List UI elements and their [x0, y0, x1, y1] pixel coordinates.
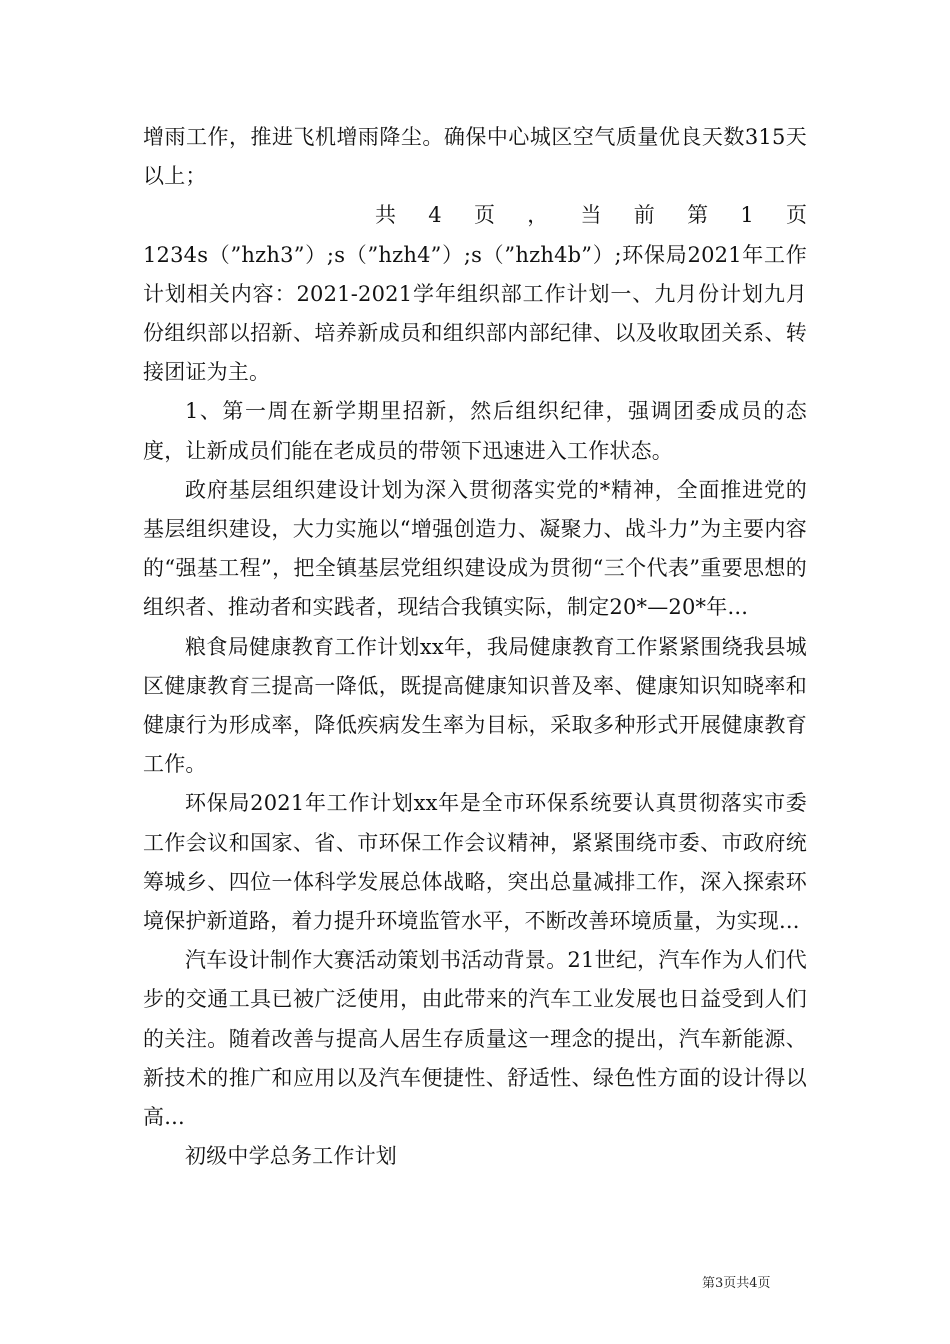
page-counter-char: 当: [580, 203, 602, 228]
page-counter-char: 第: [687, 203, 709, 228]
page-counter-char: 前: [633, 203, 655, 228]
page-counter-char: 4: [428, 203, 442, 228]
paragraph-first-week: 1、第一周在新学期里招新，然后组织纪律，强调团委成员的态度，让新成员们能在老成员的带领下迅速进入工作状态。: [143, 399, 807, 463]
page-footer: 第3页共4页: [702, 1276, 771, 1291]
page-counter-char: 1: [740, 203, 754, 228]
page-counter-char: 共: [375, 203, 396, 228]
paragraph-health-education: 粮食局健康教育工作计划xx年，我局健康教育工作紧紧围绕我县城区健康教育三提高一降低，既提高健康知识普及率、健康知识知晓率和健康行为形成率，降低疾病发生率为目标，采取多种形式开展健康教育工作。: [143, 634, 807, 777]
paragraph-continuation: 增雨工作，推进飞机增雨降尘。确保中心城区空气质量优良天数315天以上；: [143, 125, 807, 189]
paragraph-org-plan: 1234s（”hzh3”）;s（”hzh4”）;s（”hzh4b”）;环保局2021年工作计划相关内容：2021-2021学年组织部工作计划一、九月份计划九月份组织部以招新、培养新成员和组织部内部纪律、以及收取团关系、转接团证为主。: [143, 242, 807, 385]
paragraph-car-design: 汽车设计制作大赛活动策划书活动背景。21世纪，汽车作为人们代步的交通工具已被广泛使用，由此带来的汽车工业发展也日益受到人们的关注。随着改善与提高人居生存质量这一理念的提出，汽车新能源、新技术的推广和应用以及汽车便捷性、舒适性、绿色性方面的设计得以高...: [143, 948, 807, 1130]
document-body: [143, 118, 807, 1176]
paragraph-school-affairs: 初级中学总务工作计划: [185, 1144, 397, 1169]
paragraph-environment-plan: 环保局2021年工作计划xx年是全市环保系统要认真贯彻落实市委工作会议和国家、省、市环保工作会议精神，紧紧围绕市委、市政府统筹城乡、四位一体科学发展总体战略，突出总量减排工作，深入探索环境保护新道路，着力提升环境监管水平，不断改善环境质量，为实现...: [143, 791, 807, 934]
page-counter-char: 页: [786, 203, 807, 228]
page-counter-char: 页: [473, 203, 495, 228]
inline-page-counter: [143, 196, 807, 235]
paragraph-grassroots: 政府基层组织建设计划为深入贯彻落实党的*精神，全面推进党的基层组织建设，大力实施以“增强创造力、凝聚力、战斗力”为主要内容的“强基工程”，把全镇基层党组织建设成为贯彻“三个代表”重要思想的组织者、推动者和实践者，现结合我镇实际，制定20*—20*年...: [143, 477, 807, 620]
page-counter-char: ，: [527, 203, 549, 228]
